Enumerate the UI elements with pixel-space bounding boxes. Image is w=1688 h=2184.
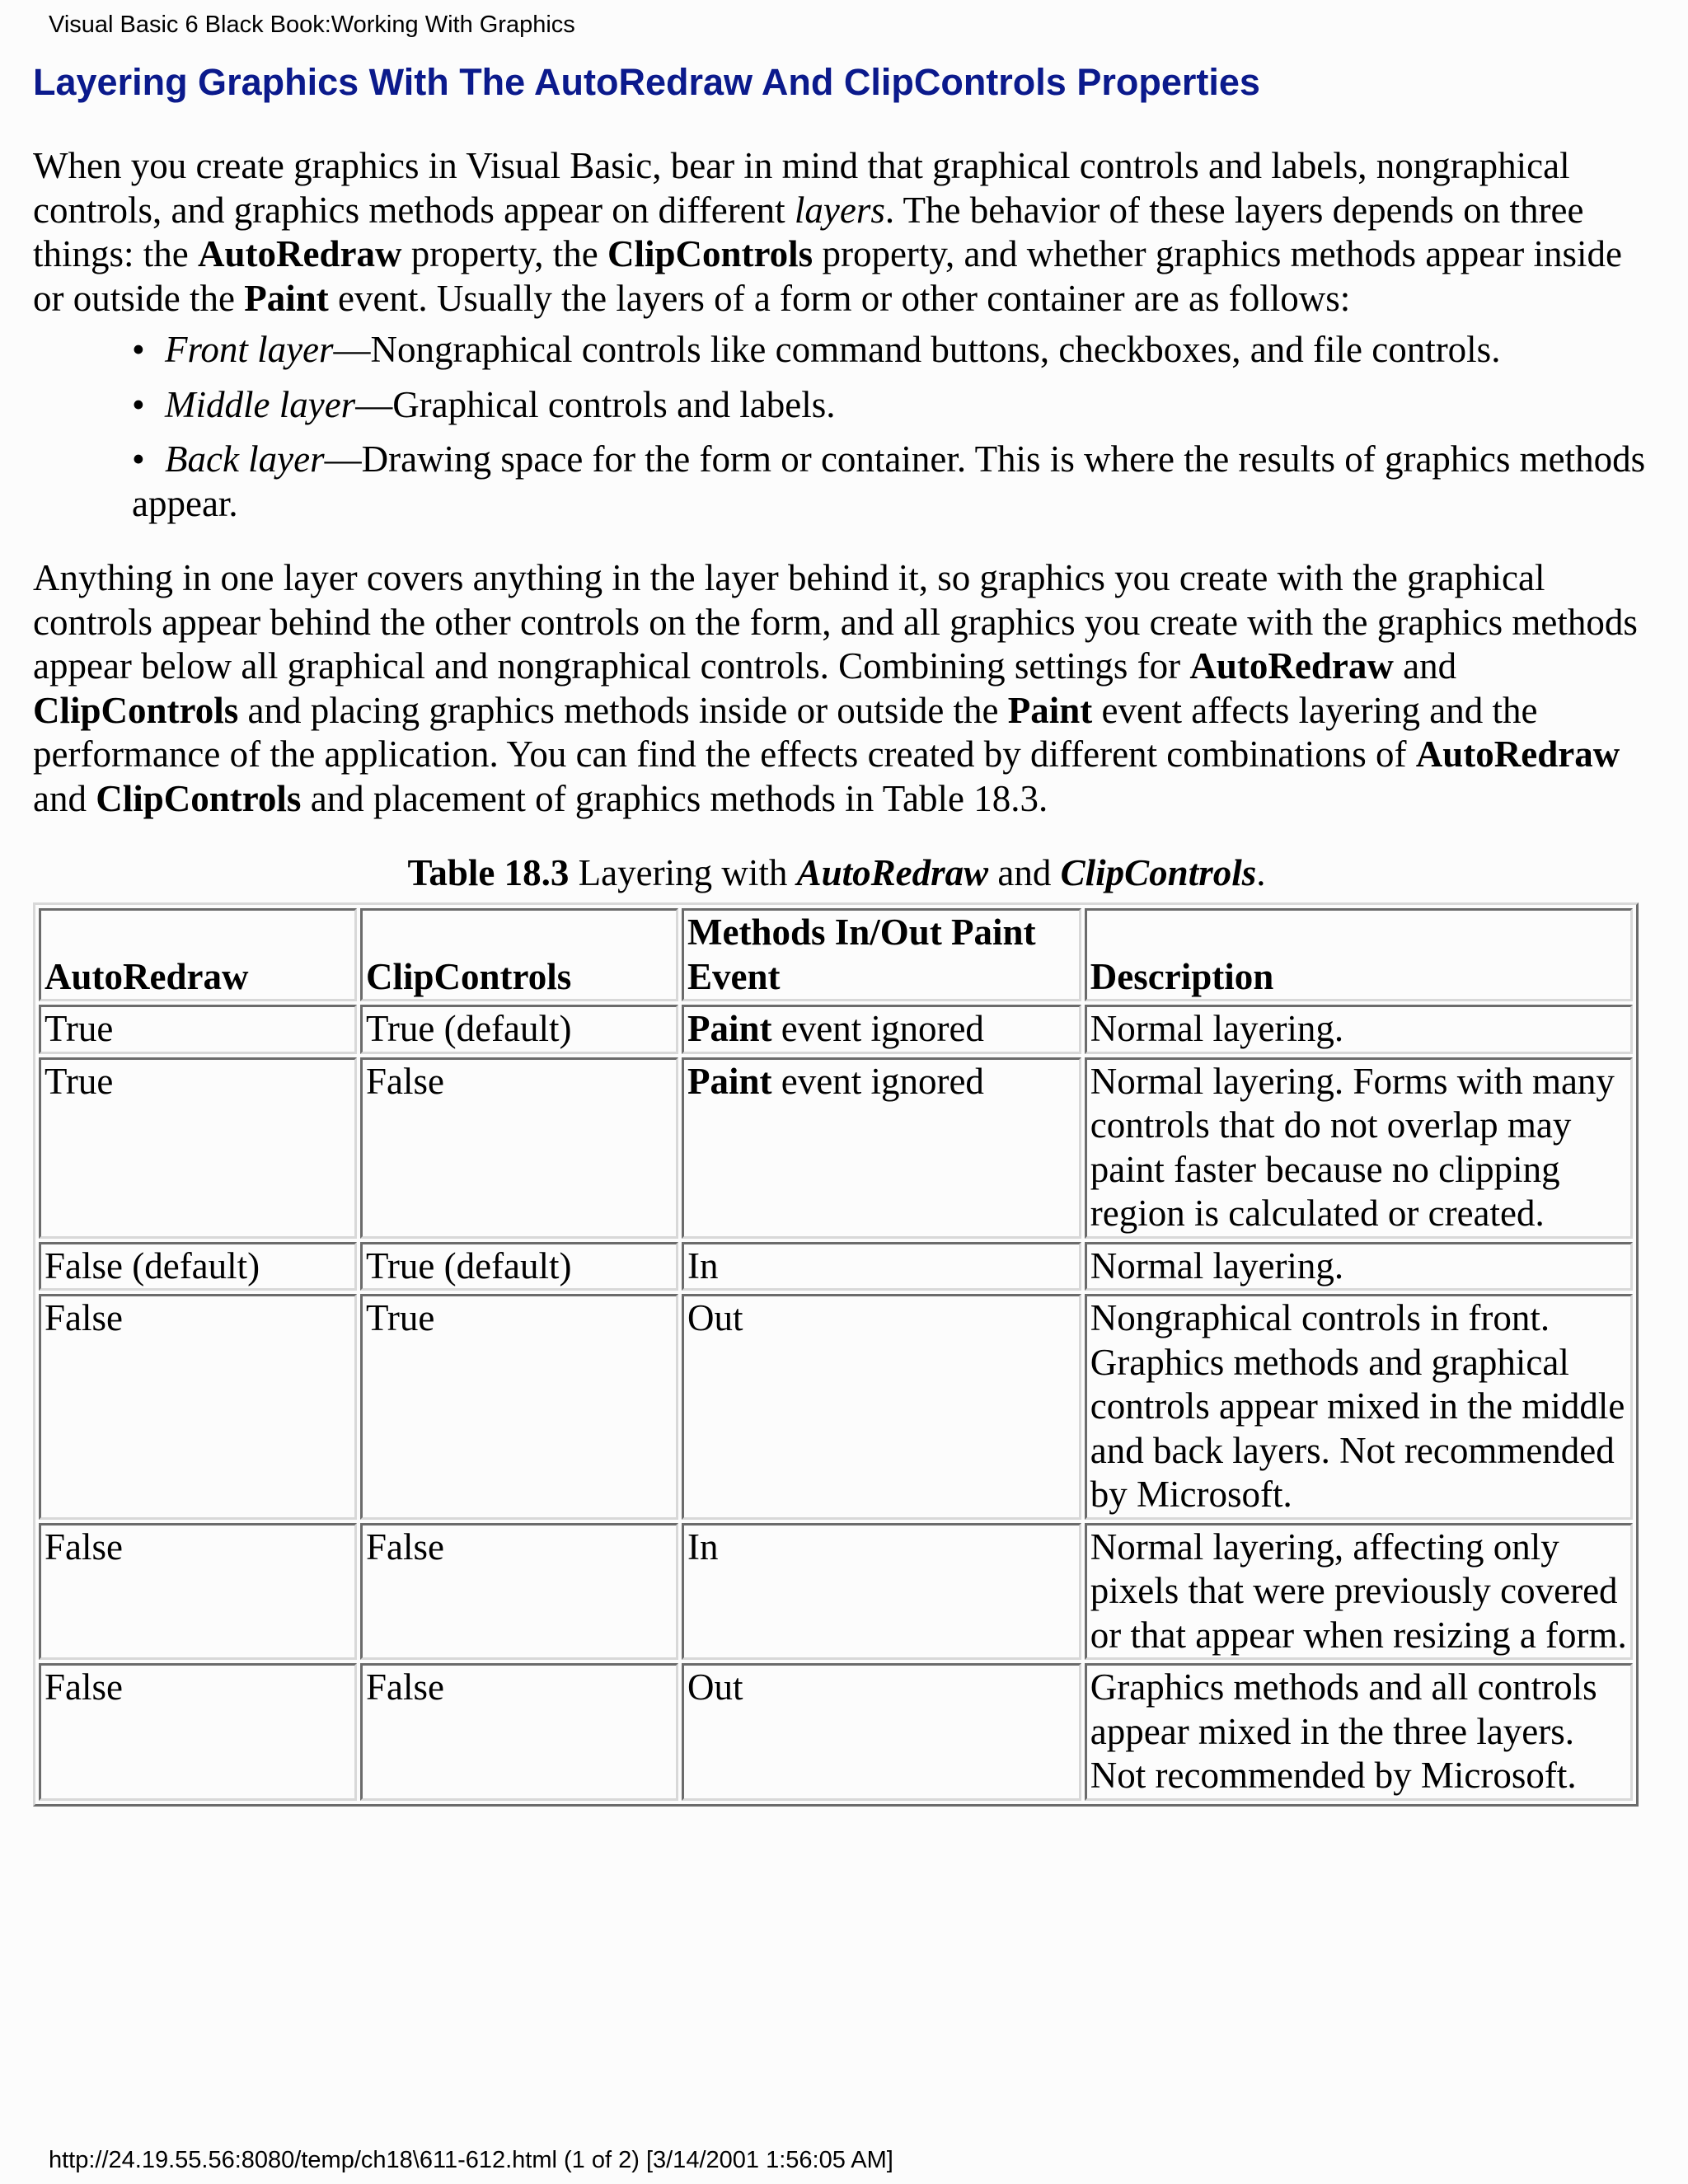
layer-list-item xyxy=(132,438,1661,526)
autoredraw-cell: True xyxy=(39,1005,357,1054)
layer-text: —Nongraphical controls like command buttons, checkboxes, and file controls. xyxy=(333,329,1501,370)
methods-text: event ignored xyxy=(771,1008,984,1049)
table-caption-label: Table 18.3 xyxy=(407,852,570,893)
column-header-description: Description xyxy=(1085,908,1633,1001)
bullet-icon: • xyxy=(132,438,145,480)
layering-table xyxy=(33,902,1639,1807)
clipcontrols-cell: False xyxy=(360,1663,678,1801)
text-run: and xyxy=(1393,645,1457,687)
bold-run: AutoRedraw xyxy=(1415,733,1620,775)
text-run: property, the xyxy=(401,233,607,274)
table-caption xyxy=(33,850,1640,896)
layer-text: —Graphical controls and labels. xyxy=(355,383,836,425)
methods-cell xyxy=(682,1005,1081,1054)
text-run: Anything in one layer covers anything in the layer behind it, so graphics you create with the graphical controls appear behind the other controls on the form, and all graphics you create with the graphics methods appear below all graphical and nongraphical controls. Combining settings for xyxy=(33,557,1638,687)
text-run: When you create graphics in Visual Basic, bear in mind that graphical controls and labels, nongraphical controls, and graphics methods appear on different xyxy=(33,145,1570,231)
text-run: and xyxy=(33,777,96,819)
bullet-icon: • xyxy=(132,329,145,370)
text-run: . The behavior of these layers depends on three things: the xyxy=(33,189,1584,274)
methods-cell: In xyxy=(682,1523,1081,1661)
text-run: . xyxy=(1256,852,1266,893)
table-row xyxy=(39,1663,1633,1801)
table-row xyxy=(39,1057,1633,1239)
description-cell: Normal layering. xyxy=(1085,1242,1633,1291)
page-footer-url: http://24.19.55.56:8080/temp/ch18\611-612.html (1 of 2) [3/14/2001 1:56:05 AM] xyxy=(49,2147,893,2173)
bold-run: ClipControls xyxy=(33,689,239,731)
intro-paragraph xyxy=(33,144,1661,321)
text-run: and xyxy=(988,852,1061,893)
text-run: and placing graphics methods inside or outside the xyxy=(238,689,1008,731)
layer-list-item xyxy=(132,328,1661,373)
methods-cell xyxy=(682,1057,1081,1239)
autoredraw-cell: True xyxy=(39,1057,357,1239)
bold-run: ClipControls xyxy=(96,777,302,819)
layer-text: —Drawing space for the form or container. This is where the results of graphics methods appear. xyxy=(132,438,1646,524)
autoredraw-cell: False xyxy=(39,1294,357,1520)
table-row xyxy=(39,1294,1633,1520)
table-header-row xyxy=(39,908,1633,1001)
text-run: property, and whether graphics methods appear inside or outside the xyxy=(33,233,1622,319)
layer-term: Back layer xyxy=(165,438,325,480)
column-header-methods: Methods In/Out Paint Event xyxy=(682,908,1081,1001)
autoredraw-cell: False xyxy=(39,1523,357,1661)
layer-term: Middle layer xyxy=(165,383,356,425)
description-cell: Graphics methods and all controls appear mixed in the three layers. Not recommended by Microsoft. xyxy=(1085,1663,1633,1801)
emphasis-run: layers xyxy=(794,189,885,231)
clipcontrols-cell: False xyxy=(360,1523,678,1661)
text-run: event affects layering and the performance of the application. You can find the effects created by different combinations of xyxy=(33,689,1538,775)
bold-run: ClipControls xyxy=(607,233,814,274)
layer-term: Front layer xyxy=(165,329,334,370)
bullet-icon: • xyxy=(132,383,145,425)
description-cell: Normal layering. xyxy=(1085,1005,1633,1054)
description-cell: Nongraphical controls in front. Graphics methods and graphical controls appear mixed in the middle and back layers. Not recommended by Microsoft. xyxy=(1085,1294,1633,1520)
clipcontrols-cell: True xyxy=(360,1294,678,1520)
layering-paragraph xyxy=(33,556,1661,821)
methods-cell: In xyxy=(682,1242,1081,1291)
methods-cell: Out xyxy=(682,1663,1081,1801)
layer-list-item xyxy=(132,383,1661,428)
table-row xyxy=(39,1005,1633,1054)
column-header-clipcontrols: ClipControls xyxy=(360,908,678,1001)
clipcontrols-cell: False xyxy=(360,1057,678,1239)
bold-run: Paint xyxy=(1007,689,1093,731)
text-run: Layering with xyxy=(569,852,797,893)
paint-keyword: Paint xyxy=(687,1008,772,1049)
paint-keyword: Paint xyxy=(687,1060,772,1102)
emphasis-run: ClipControls xyxy=(1060,852,1257,893)
text-run: event. Usually the layers of a form or other container are as follows: xyxy=(328,277,1351,319)
autoredraw-cell: False (default) xyxy=(39,1242,357,1291)
emphasis-run: AutoRedraw xyxy=(796,852,989,893)
layer-list xyxy=(132,328,1661,537)
section-title: Layering Graphics With The AutoRedraw And ClipControls Properties xyxy=(33,61,1260,103)
methods-cell: Out xyxy=(682,1294,1081,1520)
description-cell: Normal layering. Forms with many controls that do not overlap may paint faster because no clipping region is calculated or created. xyxy=(1085,1057,1633,1239)
text-run: and placement of graphics methods in Table 18.3. xyxy=(301,777,1048,819)
autoredraw-cell: False xyxy=(39,1663,357,1801)
page-header: Visual Basic 6 Black Book:Working With Graphics xyxy=(49,12,575,38)
column-header-autoredraw: AutoRedraw xyxy=(39,908,357,1001)
bold-run: AutoRedraw xyxy=(198,233,402,274)
clipcontrols-cell: True (default) xyxy=(360,1005,678,1054)
table-row xyxy=(39,1242,1633,1291)
table-row xyxy=(39,1523,1633,1661)
bold-run: Paint xyxy=(244,277,329,319)
bold-run: AutoRedraw xyxy=(1189,645,1394,687)
description-cell: Normal layering, affecting only pixels that were previously covered or that appear when resizing a form. xyxy=(1085,1523,1633,1661)
methods-text: event ignored xyxy=(771,1060,984,1102)
clipcontrols-cell: True (default) xyxy=(360,1242,678,1291)
